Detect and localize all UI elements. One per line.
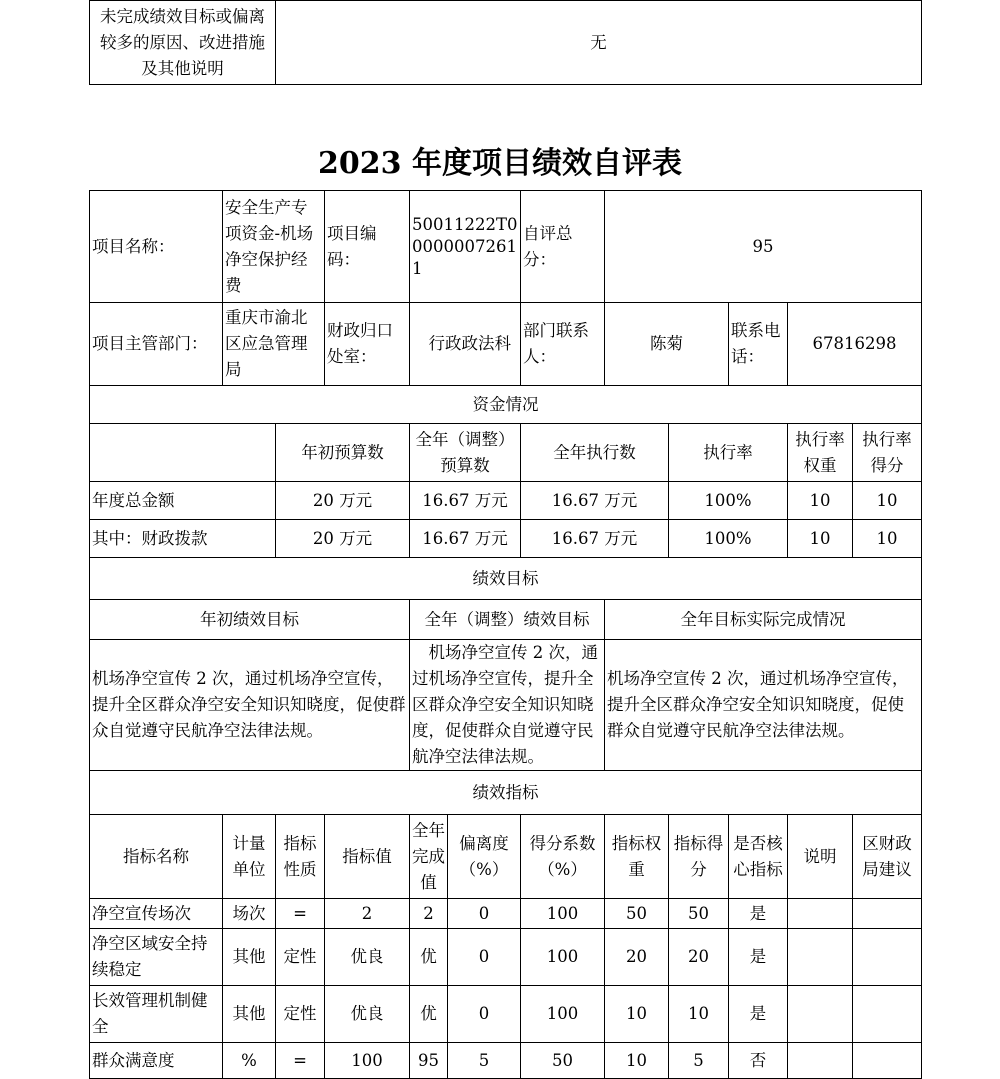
indicator-header: 偏离度（%） — [448, 815, 521, 899]
indicator-header: 全年完成值 — [410, 815, 448, 899]
funds-cell: 100% — [669, 482, 788, 520]
funds-header-executed: 全年执行数 — [521, 424, 669, 482]
indicator-cell — [788, 986, 853, 1043]
indicator-header: 计量单位 — [223, 815, 276, 899]
indicator-cell: 10 — [605, 986, 669, 1043]
goals-section-title: 绩效目标 — [90, 558, 922, 600]
indicator-cell: 场次 — [223, 899, 276, 929]
indicator-cell: 0 — [448, 899, 521, 929]
contact-value: 陈菊 — [605, 303, 729, 386]
indicator-cell: 优良 — [325, 929, 410, 986]
goals-header-initial: 年初绩效目标 — [90, 600, 410, 640]
project-code-value: 50011222T000000072611 — [410, 191, 521, 303]
indicator-cell — [788, 899, 853, 929]
evaluation-table — [89, 190, 922, 1079]
indicator-header: 指标值 — [325, 815, 410, 899]
indicator-cell — [853, 986, 922, 1043]
indicator-cell: 100 — [521, 899, 605, 929]
indicator-header: 区财政局建议 — [853, 815, 922, 899]
dept-label: 项目主管部门： — [90, 303, 223, 386]
indicator-cell: 是 — [729, 899, 788, 929]
indicator-cell: 5 — [448, 1043, 521, 1079]
indicator-cell: 5 — [669, 1043, 729, 1079]
funds-header-weight: 执行率权重 — [788, 424, 853, 482]
funds-row-label: 年度总金额 — [90, 482, 276, 520]
page-title: 2023 年度项目绩效自评表 — [318, 146, 682, 181]
funds-row-label: 其中：财政拨款 — [90, 520, 276, 558]
indicator-cell — [788, 929, 853, 986]
indicator-cell: 是 — [729, 929, 788, 986]
goal-initial-text: 机场净空宣传 2 次，通过机场净空宣传，提升全区群众净空安全知识知晓度，促使群众自觉遵守民航净空法律法规。 — [90, 640, 410, 771]
explanation-label: 未完成绩效目标或偏离较多的原因、改进措施及其他说明 — [90, 1, 276, 85]
indicator-cell: 95 — [410, 1043, 448, 1079]
funds-cell: 10 — [853, 482, 922, 520]
phone-value: 67816298 — [788, 303, 922, 386]
indicator-cell: 2 — [325, 899, 410, 929]
funds-cell: 16.67 万元 — [410, 520, 521, 558]
funds-cell: 10 — [788, 520, 853, 558]
indicator-cell: 净空宣传场次 — [90, 899, 223, 929]
funds-header-score: 执行率得分 — [853, 424, 922, 482]
indicator-cell — [853, 929, 922, 986]
funds-cell: 16.67 万元 — [521, 520, 669, 558]
goals-header-actual: 全年目标实际完成情况 — [605, 600, 922, 640]
table-row — [90, 520, 922, 558]
funds-cell: 10 — [788, 482, 853, 520]
office-label: 财政归口处室： — [325, 303, 410, 386]
indicator-cell — [853, 899, 922, 929]
indicator-cell: 优 — [410, 929, 448, 986]
explanation-table — [89, 0, 922, 85]
funds-cell: 10 — [853, 520, 922, 558]
funds-cell: 20 万元 — [276, 482, 410, 520]
indicator-cell: 2 — [410, 899, 448, 929]
indicator-cell: 100 — [521, 929, 605, 986]
indicator-cell: 定性 — [276, 929, 325, 986]
table-row — [90, 482, 922, 520]
indicator-cell: 100 — [521, 986, 605, 1043]
indicator-cell: 50 — [521, 1043, 605, 1079]
funds-cell: 16.67 万元 — [410, 482, 521, 520]
indicator-cell: 10 — [669, 986, 729, 1043]
score-label: 自评总分： — [521, 191, 605, 303]
project-name-value: 安全生产专项资金-机场净空保护经费 — [223, 191, 325, 303]
goals-header-adjusted: 全年（调整）绩效目标 — [410, 600, 605, 640]
indicator-header: 指标性质 — [276, 815, 325, 899]
table-row — [90, 899, 922, 929]
indicator-cell: % — [223, 1043, 276, 1079]
funds-cell: 100% — [669, 520, 788, 558]
indicators-section-title: 绩效指标 — [90, 771, 922, 815]
indicator-cell: 0 — [448, 929, 521, 986]
indicator-cell: 是 — [729, 986, 788, 1043]
office-value: 行政政法科 — [410, 303, 521, 386]
indicator-cell: 20 — [605, 929, 669, 986]
indicator-cell: 净空区域安全持续稳定 — [90, 929, 223, 986]
indicator-header: 指标名称 — [90, 815, 223, 899]
indicator-cell: 否 — [729, 1043, 788, 1079]
funds-header-adjusted: 全年（调整）预算数 — [410, 424, 521, 482]
funds-section-title: 资金情况 — [90, 386, 922, 424]
indicator-cell: 20 — [669, 929, 729, 986]
funds-header-blank — [90, 424, 276, 482]
indicator-cell: 优 — [410, 986, 448, 1043]
goal-actual-text: 机场净空宣传 2 次，通过机场净空宣传，提升全区群众净空安全知识知晓度，促使群众自觉遵守民航净空法律法规。 — [605, 640, 922, 771]
indicator-header: 得分系数（%） — [521, 815, 605, 899]
dept-value: 重庆市渝北区应急管理局 — [223, 303, 325, 386]
funds-header-initial: 年初预算数 — [276, 424, 410, 482]
table-row — [90, 986, 922, 1043]
indicator-cell: 50 — [669, 899, 729, 929]
indicator-header: 是否核心指标 — [729, 815, 788, 899]
score-value: 95 — [605, 191, 922, 303]
funds-header-rate: 执行率 — [669, 424, 788, 482]
indicator-cell: 优良 — [325, 986, 410, 1043]
indicator-cell: = — [276, 1043, 325, 1079]
indicator-cell: 50 — [605, 899, 669, 929]
indicator-header: 指标权重 — [605, 815, 669, 899]
phone-label: 联系电话： — [729, 303, 788, 386]
explanation-value: 无 — [276, 1, 922, 85]
funds-cell: 16.67 万元 — [521, 482, 669, 520]
indicator-cell: 0 — [448, 986, 521, 1043]
indicator-cell: 长效管理机制健全 — [90, 986, 223, 1043]
indicator-cell: 定性 — [276, 986, 325, 1043]
indicator-cell: 100 — [325, 1043, 410, 1079]
indicator-header: 说明 — [788, 815, 853, 899]
indicator-cell: = — [276, 899, 325, 929]
contact-label: 部门联系人： — [521, 303, 605, 386]
table-row — [90, 929, 922, 986]
funds-cell: 20 万元 — [276, 520, 410, 558]
indicator-cell: 其他 — [223, 986, 276, 1043]
project-code-label: 项目编码： — [325, 191, 410, 303]
indicator-cell: 群众满意度 — [90, 1043, 223, 1079]
project-name-label: 项目名称： — [90, 191, 223, 303]
indicator-header: 指标得分 — [669, 815, 729, 899]
indicator-cell: 其他 — [223, 929, 276, 986]
indicator-cell: 10 — [605, 1043, 669, 1079]
goal-adjusted-text: 机场净空宣传 2 次，通过机场净空宣传，提升全区群众净空安全知识知晓度，促使群众自觉遵守民航净空法律法规。 — [410, 640, 605, 771]
